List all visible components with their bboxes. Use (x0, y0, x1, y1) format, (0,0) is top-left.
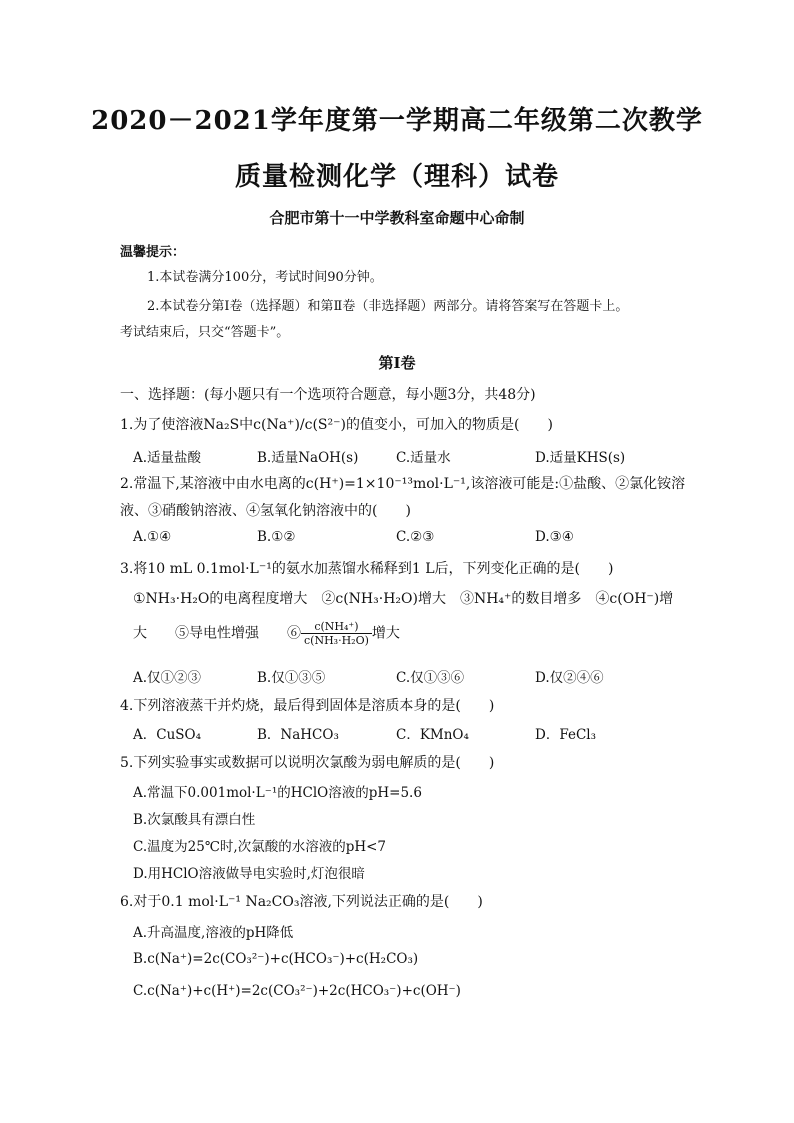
question-3-statements-tail: 增大 (371, 625, 400, 642)
question-3-statements-cont (133, 620, 400, 647)
question-5-option-c: C.温度为25℃时,次氯酸的水溶液的pH<7 (133, 839, 387, 855)
fraction-denominator: c(NH₃·H₂O) (304, 634, 369, 647)
exam-subtitle: 合肥市第十一中学教科室命题中心命制 (269, 209, 525, 227)
question-4-option-b: B．NaHCO₃ (257, 727, 339, 743)
question-5-option-a: A.常温下0.001mol·L⁻¹的HClO溶液的pH=5.6 (133, 785, 422, 801)
question-3-option-a: A.仅①②③ (133, 670, 202, 686)
question-1-option-d: D.适量KHS(s) (535, 450, 626, 466)
reminder-heading: 温馨提示： (120, 245, 186, 260)
exam-title-line2: 质量检测化学（理科）试卷 (234, 162, 559, 192)
reminder-item-2-cont: 考试结束后，只交“答题卡”。 (120, 325, 290, 340)
question-5-option-b: B.次氯酸具有漂白性 (133, 812, 256, 828)
question-3-option-d: D.仅②④⑥ (535, 670, 604, 686)
exam-title-line1: 2020－2021学年度第一学期高二年级第二次教学 (91, 106, 703, 136)
question-2-option-a: A.①④ (133, 529, 172, 545)
question-2-option-d: D.③④ (535, 529, 574, 545)
question-3-option-b: B.仅①③⑤ (257, 670, 326, 686)
question-2-stem-cont: 液、③硝酸钠溶液、④氢氧化钠溶液中的( ) (120, 503, 411, 519)
section-title: 一、选择题：(每小题只有一个选项符合题意，每小题3分，共48分) (120, 387, 536, 403)
question-6-option-a: A.升高温度,溶液的pH降低 (133, 925, 294, 941)
fraction-numerator: c(NH₄⁺) (301, 620, 372, 634)
question-3-stem: 3.将10 mL 0.1mol·L⁻¹的氨水加蒸馏水稀释到1 L后，下列变化正确的是( ) (120, 561, 614, 577)
fraction (301, 620, 372, 647)
question-1-option-c: C.适量水 (396, 450, 451, 466)
question-1-option-a: A.适量盐酸 (133, 450, 202, 466)
question-1-stem: 1.为了使溶液Na₂S中c(Na⁺)/c(S²⁻)的值变小，可加入的物质是( ) (120, 417, 553, 433)
question-2-stem: 2.常温下,某溶液中由水电离的c(H⁺)=1×10⁻¹³mol·L⁻¹,该溶液可能是:①盐酸、②氯化铵溶 (120, 476, 686, 492)
question-4-option-d: D．FeCl₃ (535, 727, 597, 743)
question-6-stem: 6.对于0.1 mol·L⁻¹ Na₂CO₃溶液,下列说法正确的是( ) (120, 894, 483, 910)
question-4-option-c: C．KMnO₄ (396, 727, 469, 743)
question-2-option-c: C.②③ (396, 529, 435, 545)
question-3-statements-text: 大 ⑤导电性增强 ⑥ (133, 625, 301, 642)
volume-title: 第Ⅰ卷 (378, 354, 416, 372)
question-5-stem: 5.下列实验事实或数据可以说明次氯酸为弱电解质的是( ) (120, 755, 495, 771)
question-3-option-c: C.仅①③⑥ (396, 670, 465, 686)
question-5-option-d: D.用HClO溶液做导电实验时,灯泡很暗 (133, 866, 365, 882)
question-1-option-b: B.适量NaOH(s) (257, 450, 359, 466)
question-6-option-b: B.c(Na⁺)=2c(CO₃²⁻)+c(HCO₃⁻)+c(H₂CO₃) (133, 951, 419, 967)
question-3-statements: ①NH₃·H₂O的电离程度增大 ②c(NH₃·H₂O)增大 ③NH₄⁺的数目增多 ④c(OH⁻)增 (133, 591, 674, 607)
reminder-item-1: 1.本试卷满分100分，考试时间90分钟。 (147, 270, 383, 285)
question-4-option-a: A．CuSO₄ (133, 727, 202, 743)
question-6-option-c: C.c(Na⁺)+c(H⁺)=2c(CO₃²⁻)+2c(HCO₃⁻)+c(OH⁻) (133, 983, 461, 999)
question-4-stem: 4.下列溶液蒸干并灼烧，最后得到固体是溶质本身的是( ) (120, 698, 495, 714)
question-2-option-b: B.①② (257, 529, 296, 545)
reminder-item-2: 2.本试卷分第Ⅰ卷（选择题）和第Ⅱ卷（非选择题）两部分。请将答案写在答题卡上。 (147, 299, 629, 314)
